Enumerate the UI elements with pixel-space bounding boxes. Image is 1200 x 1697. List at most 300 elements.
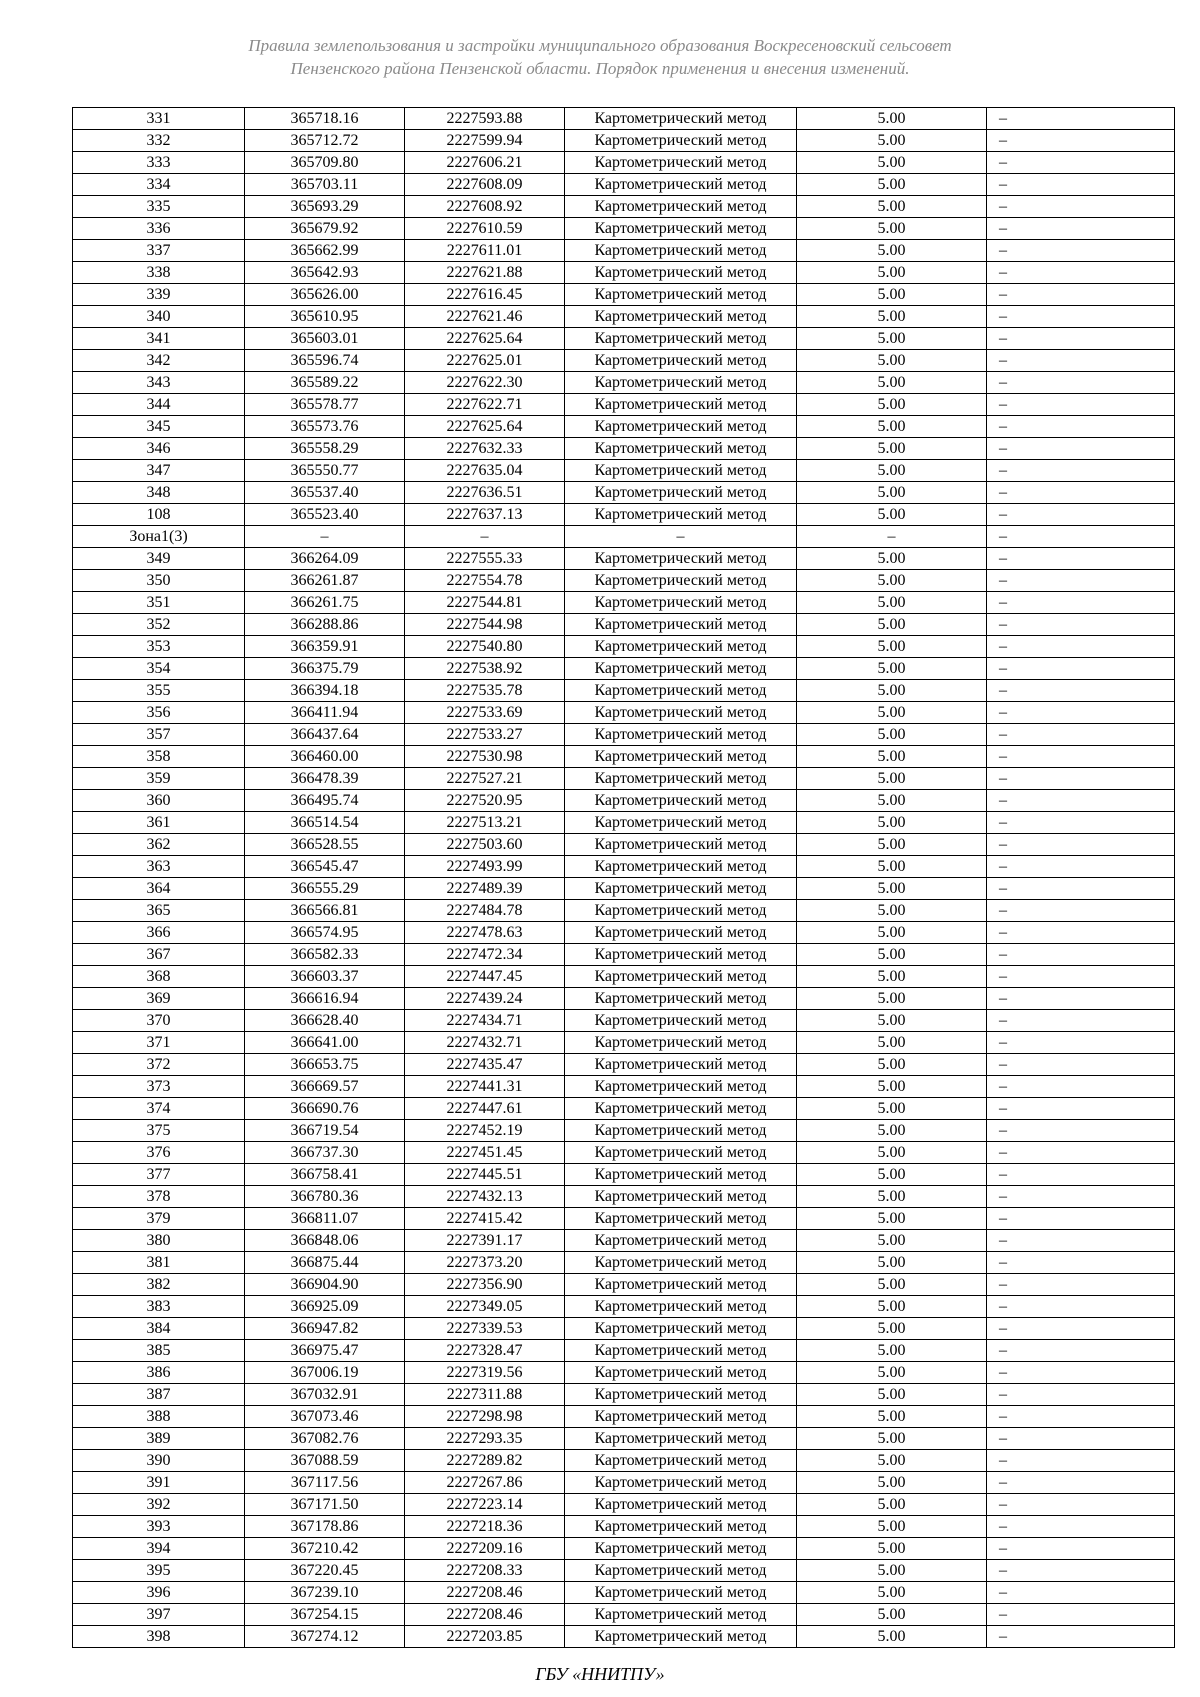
point-number-cell: 372 <box>73 1054 245 1076</box>
method-cell: Картометрический метод <box>565 1406 797 1428</box>
description-cell: – <box>987 1428 1175 1450</box>
point-number-cell: 385 <box>73 1340 245 1362</box>
description-cell: – <box>987 1186 1175 1208</box>
x-coordinate-cell: 365537.40 <box>245 482 405 504</box>
description-cell: – <box>987 1472 1175 1494</box>
description-cell: – <box>987 526 1175 548</box>
method-cell: Картометрический метод <box>565 240 797 262</box>
description-cell: – <box>987 856 1175 878</box>
x-coordinate-cell: 365610.95 <box>245 306 405 328</box>
accuracy-cell: 5.00 <box>797 218 987 240</box>
point-number-cell: 369 <box>73 988 245 1010</box>
description-cell: – <box>987 504 1175 526</box>
y-coordinate-cell: 2227493.99 <box>405 856 565 878</box>
point-number-cell: 360 <box>73 790 245 812</box>
method-cell: Картометрический метод <box>565 174 797 196</box>
description-cell: – <box>987 240 1175 262</box>
table-row <box>73 284 1175 306</box>
description-cell: – <box>987 1142 1175 1164</box>
accuracy-cell: 5.00 <box>797 1340 987 1362</box>
accuracy-cell: 5.00 <box>797 372 987 394</box>
table-row <box>73 1428 1175 1450</box>
table-row <box>73 922 1175 944</box>
y-coordinate-cell: 2227478.63 <box>405 922 565 944</box>
method-cell: Картометрический метод <box>565 1582 797 1604</box>
method-cell: Картометрический метод <box>565 1428 797 1450</box>
point-number-cell: 356 <box>73 702 245 724</box>
table-row <box>73 1450 1175 1472</box>
accuracy-cell: 5.00 <box>797 1450 987 1472</box>
table-row <box>73 1384 1175 1406</box>
method-cell: Картометрический метод <box>565 460 797 482</box>
description-cell: – <box>987 1252 1175 1274</box>
table-row <box>73 1208 1175 1230</box>
accuracy-cell: 5.00 <box>797 1120 987 1142</box>
description-cell: – <box>987 922 1175 944</box>
point-number-cell: 388 <box>73 1406 245 1428</box>
y-coordinate-cell: 2227610.59 <box>405 218 565 240</box>
table-row <box>73 306 1175 328</box>
description-cell: – <box>987 1406 1175 1428</box>
point-number-cell: 392 <box>73 1494 245 1516</box>
description-cell: – <box>987 570 1175 592</box>
x-coordinate-cell: 365578.77 <box>245 394 405 416</box>
table-row <box>73 460 1175 482</box>
accuracy-cell: 5.00 <box>797 680 987 702</box>
accuracy-cell: 5.00 <box>797 130 987 152</box>
x-coordinate-cell: 365523.40 <box>245 504 405 526</box>
point-number-cell: 332 <box>73 130 245 152</box>
table-row <box>73 702 1175 724</box>
y-coordinate-cell: 2227625.64 <box>405 328 565 350</box>
table-row <box>73 130 1175 152</box>
description-cell: – <box>987 966 1175 988</box>
table-row <box>73 592 1175 614</box>
y-coordinate-cell: 2227435.47 <box>405 1054 565 1076</box>
point-number-cell: 364 <box>73 878 245 900</box>
y-coordinate-cell: 2227530.98 <box>405 746 565 768</box>
table-row <box>73 1538 1175 1560</box>
method-cell: Картометрический метод <box>565 416 797 438</box>
table-row <box>73 394 1175 416</box>
description-cell: – <box>987 1340 1175 1362</box>
description-cell: – <box>987 1560 1175 1582</box>
table-row <box>73 1626 1175 1648</box>
table-row <box>73 680 1175 702</box>
x-coordinate-cell: 366411.94 <box>245 702 405 724</box>
accuracy-cell: 5.00 <box>797 1098 987 1120</box>
table-row <box>73 1032 1175 1054</box>
x-coordinate-cell: 365718.16 <box>245 108 405 130</box>
y-coordinate-cell: 2227533.69 <box>405 702 565 724</box>
description-cell: – <box>987 1274 1175 1296</box>
x-coordinate-cell: 366603.37 <box>245 966 405 988</box>
x-coordinate-cell: 366758.41 <box>245 1164 405 1186</box>
description-cell: – <box>987 1296 1175 1318</box>
y-coordinate-cell: 2227484.78 <box>405 900 565 922</box>
x-coordinate-cell: 366925.09 <box>245 1296 405 1318</box>
y-coordinate-cell: 2227218.36 <box>405 1516 565 1538</box>
accuracy-cell: 5.00 <box>797 306 987 328</box>
accuracy-cell: 5.00 <box>797 1516 987 1538</box>
table-row <box>73 1472 1175 1494</box>
method-cell: Картометрический метод <box>565 614 797 636</box>
method-cell: Картометрический метод <box>565 152 797 174</box>
accuracy-cell: 5.00 <box>797 1538 987 1560</box>
table-row <box>73 944 1175 966</box>
x-coordinate-cell: 365642.93 <box>245 262 405 284</box>
x-coordinate-cell: 365589.22 <box>245 372 405 394</box>
accuracy-cell: 5.00 <box>797 1274 987 1296</box>
table-row <box>73 878 1175 900</box>
description-cell: – <box>987 724 1175 746</box>
y-coordinate-cell: 2227606.21 <box>405 152 565 174</box>
table-row <box>73 240 1175 262</box>
x-coordinate-cell: 367178.86 <box>245 1516 405 1538</box>
x-coordinate-cell: 367254.15 <box>245 1604 405 1626</box>
point-number-cell: 337 <box>73 240 245 262</box>
y-coordinate-cell: 2227432.71 <box>405 1032 565 1054</box>
description-cell: – <box>987 174 1175 196</box>
x-coordinate-cell: 367210.42 <box>245 1538 405 1560</box>
accuracy-cell: 5.00 <box>797 570 987 592</box>
point-number-cell: 341 <box>73 328 245 350</box>
point-number-cell: 393 <box>73 1516 245 1538</box>
point-number-cell: 331 <box>73 108 245 130</box>
description-cell: – <box>987 834 1175 856</box>
description-cell: – <box>987 482 1175 504</box>
description-cell: – <box>987 350 1175 372</box>
description-cell: – <box>987 944 1175 966</box>
accuracy-cell: 5.00 <box>797 1626 987 1648</box>
table-row <box>73 1274 1175 1296</box>
description-cell: – <box>987 1098 1175 1120</box>
method-cell: Картометрический метод <box>565 1318 797 1340</box>
y-coordinate-cell: 2227555.33 <box>405 548 565 570</box>
table-row <box>73 262 1175 284</box>
accuracy-cell: 5.00 <box>797 592 987 614</box>
method-cell: Картометрический метод <box>565 790 797 812</box>
point-number-cell: 338 <box>73 262 245 284</box>
point-number-cell: 335 <box>73 196 245 218</box>
method-cell: Картометрический метод <box>565 1274 797 1296</box>
accuracy-cell: 5.00 <box>797 1230 987 1252</box>
description-cell: – <box>987 372 1175 394</box>
y-coordinate-cell: 2227441.31 <box>405 1076 565 1098</box>
y-coordinate-cell: 2227533.27 <box>405 724 565 746</box>
x-coordinate-cell: 367073.46 <box>245 1406 405 1428</box>
accuracy-cell: 5.00 <box>797 658 987 680</box>
method-cell: Картометрический метод <box>565 592 797 614</box>
accuracy-cell: 5.00 <box>797 1010 987 1032</box>
description-cell: – <box>987 1164 1175 1186</box>
accuracy-cell: 5.00 <box>797 284 987 306</box>
table-row <box>73 966 1175 988</box>
y-coordinate-cell: 2227208.46 <box>405 1604 565 1626</box>
table-row <box>73 1142 1175 1164</box>
table-row <box>73 812 1175 834</box>
description-cell: – <box>987 306 1175 328</box>
accuracy-cell: 5.00 <box>797 262 987 284</box>
y-coordinate-cell: 2227593.88 <box>405 108 565 130</box>
table-row <box>73 218 1175 240</box>
point-number-cell: 384 <box>73 1318 245 1340</box>
method-cell: Картометрический метод <box>565 1296 797 1318</box>
description-cell: – <box>987 1208 1175 1230</box>
accuracy-cell: 5.00 <box>797 790 987 812</box>
accuracy-cell: 5.00 <box>797 504 987 526</box>
x-coordinate-cell: 365550.77 <box>245 460 405 482</box>
point-number-cell: 367 <box>73 944 245 966</box>
description-cell: – <box>987 1120 1175 1142</box>
y-coordinate-cell: 2227503.60 <box>405 834 565 856</box>
point-number-cell: 375 <box>73 1120 245 1142</box>
table-row <box>73 482 1175 504</box>
y-coordinate-cell: 2227544.81 <box>405 592 565 614</box>
x-coordinate-cell: 367088.59 <box>245 1450 405 1472</box>
table-row <box>73 196 1175 218</box>
x-coordinate-cell: 366669.57 <box>245 1076 405 1098</box>
table-row <box>73 1318 1175 1340</box>
description-cell: – <box>987 1384 1175 1406</box>
point-number-cell: 365 <box>73 900 245 922</box>
description-cell: – <box>987 328 1175 350</box>
x-coordinate-cell: 366478.39 <box>245 768 405 790</box>
description-cell: – <box>987 548 1175 570</box>
method-cell: Картометрический метод <box>565 1142 797 1164</box>
y-coordinate-cell: 2227635.04 <box>405 460 565 482</box>
table-row <box>73 1252 1175 1274</box>
point-number-cell: 357 <box>73 724 245 746</box>
x-coordinate-cell: 366875.44 <box>245 1252 405 1274</box>
x-coordinate-cell: 365703.11 <box>245 174 405 196</box>
point-number-cell: 376 <box>73 1142 245 1164</box>
method-cell: Картометрический метод <box>565 988 797 1010</box>
y-coordinate-cell: 2227298.98 <box>405 1406 565 1428</box>
description-cell: – <box>987 702 1175 724</box>
point-number-cell: 350 <box>73 570 245 592</box>
x-coordinate-cell: 365712.72 <box>245 130 405 152</box>
point-number-cell: 363 <box>73 856 245 878</box>
accuracy-cell: 5.00 <box>797 394 987 416</box>
table-row <box>73 1296 1175 1318</box>
x-coordinate-cell: 366359.91 <box>245 636 405 658</box>
point-number-cell: 358 <box>73 746 245 768</box>
point-number-cell: 371 <box>73 1032 245 1054</box>
point-number-cell: 344 <box>73 394 245 416</box>
y-coordinate-cell: 2227339.53 <box>405 1318 565 1340</box>
y-coordinate-cell: 2227356.90 <box>405 1274 565 1296</box>
table-row <box>73 1120 1175 1142</box>
accuracy-cell: 5.00 <box>797 856 987 878</box>
y-coordinate-cell: 2227625.01 <box>405 350 565 372</box>
x-coordinate-cell: 366514.54 <box>245 812 405 834</box>
description-cell: – <box>987 1032 1175 1054</box>
method-cell: Картометрический метод <box>565 1340 797 1362</box>
table-row <box>73 614 1175 636</box>
x-coordinate-cell: 366375.79 <box>245 658 405 680</box>
y-coordinate-cell: 2227434.71 <box>405 1010 565 1032</box>
method-cell: – <box>565 526 797 548</box>
table-row <box>73 174 1175 196</box>
accuracy-cell: 5.00 <box>797 1164 987 1186</box>
method-cell: Картометрический метод <box>565 1230 797 1252</box>
method-cell: Картометрический метод <box>565 856 797 878</box>
method-cell: Картометрический метод <box>565 1450 797 1472</box>
table-row <box>73 152 1175 174</box>
x-coordinate-cell: 366264.09 <box>245 548 405 570</box>
point-number-cell: 351 <box>73 592 245 614</box>
method-cell: Картометрический метод <box>565 262 797 284</box>
method-cell: Картометрический метод <box>565 130 797 152</box>
accuracy-cell: 5.00 <box>797 438 987 460</box>
table-row <box>73 658 1175 680</box>
table-row <box>73 636 1175 658</box>
x-coordinate-cell: 366495.74 <box>245 790 405 812</box>
y-coordinate-cell: 2227535.78 <box>405 680 565 702</box>
y-coordinate-cell: 2227527.21 <box>405 768 565 790</box>
method-cell: Картометрический метод <box>565 746 797 768</box>
method-cell: Картометрический метод <box>565 1164 797 1186</box>
x-coordinate-cell: 367032.91 <box>245 1384 405 1406</box>
accuracy-cell: 5.00 <box>797 966 987 988</box>
x-coordinate-cell: 367239.10 <box>245 1582 405 1604</box>
y-coordinate-cell: 2227632.33 <box>405 438 565 460</box>
y-coordinate-cell: 2227472.34 <box>405 944 565 966</box>
accuracy-cell: 5.00 <box>797 944 987 966</box>
method-cell: Картометрический метод <box>565 1538 797 1560</box>
description-cell: – <box>987 878 1175 900</box>
description-cell: – <box>987 1318 1175 1340</box>
accuracy-cell: 5.00 <box>797 174 987 196</box>
method-cell: Картометрический метод <box>565 1362 797 1384</box>
y-coordinate-cell: 2227328.47 <box>405 1340 565 1362</box>
point-number-cell: 382 <box>73 1274 245 1296</box>
y-coordinate-cell: 2227625.64 <box>405 416 565 438</box>
point-number-cell: 383 <box>73 1296 245 1318</box>
y-coordinate-cell: 2227439.24 <box>405 988 565 1010</box>
description-cell: – <box>987 680 1175 702</box>
table-row <box>73 328 1175 350</box>
accuracy-cell: 5.00 <box>797 1318 987 1340</box>
x-coordinate-cell: 367082.76 <box>245 1428 405 1450</box>
y-coordinate-cell: 2227611.01 <box>405 240 565 262</box>
y-coordinate-cell: 2227209.16 <box>405 1538 565 1560</box>
y-coordinate-cell: 2227544.98 <box>405 614 565 636</box>
point-number-cell: 398 <box>73 1626 245 1648</box>
accuracy-cell: 5.00 <box>797 328 987 350</box>
table-row <box>73 438 1175 460</box>
method-cell: Картометрический метод <box>565 944 797 966</box>
point-number-cell: 336 <box>73 218 245 240</box>
point-number-cell: 394 <box>73 1538 245 1560</box>
accuracy-cell: 5.00 <box>797 152 987 174</box>
accuracy-cell: 5.00 <box>797 724 987 746</box>
x-coordinate-cell: 366437.64 <box>245 724 405 746</box>
y-coordinate-cell: 2227489.39 <box>405 878 565 900</box>
description-cell: – <box>987 592 1175 614</box>
method-cell: Картометрический метод <box>565 680 797 702</box>
point-number-cell: 396 <box>73 1582 245 1604</box>
method-cell: Картометрический метод <box>565 966 797 988</box>
method-cell: Картометрический метод <box>565 570 797 592</box>
table-row <box>73 1054 1175 1076</box>
point-number-cell: 389 <box>73 1428 245 1450</box>
method-cell: Картометрический метод <box>565 812 797 834</box>
accuracy-cell: 5.00 <box>797 1582 987 1604</box>
page-footer: ГБУ «ННИТПУ» <box>535 1664 665 1684</box>
description-cell: – <box>987 1076 1175 1098</box>
header-line-1: Правила землепользования и застройки муниципального образования Воскресеновский сельсовет <box>248 36 952 55</box>
point-number-cell: 362 <box>73 834 245 856</box>
x-coordinate-cell: 366574.95 <box>245 922 405 944</box>
method-cell: Картометрический метод <box>565 1010 797 1032</box>
accuracy-cell: 5.00 <box>797 834 987 856</box>
point-number-cell: Зона1(3) <box>73 526 245 548</box>
description-cell: – <box>987 1538 1175 1560</box>
description-cell: – <box>987 130 1175 152</box>
description-cell: – <box>987 1494 1175 1516</box>
table-row <box>73 1516 1175 1538</box>
method-cell: Картометрический метод <box>565 1626 797 1648</box>
table-row <box>73 108 1175 130</box>
description-cell: – <box>987 1230 1175 1252</box>
y-coordinate-cell: 2227616.45 <box>405 284 565 306</box>
point-number-cell: 380 <box>73 1230 245 1252</box>
method-cell: Картометрический метод <box>565 548 797 570</box>
x-coordinate-cell: 365596.74 <box>245 350 405 372</box>
method-cell: Картометрический метод <box>565 1560 797 1582</box>
description-cell: – <box>987 768 1175 790</box>
y-coordinate-cell: 2227432.13 <box>405 1186 565 1208</box>
method-cell: Картометрический метод <box>565 1186 797 1208</box>
method-cell: Картометрический метод <box>565 1516 797 1538</box>
point-number-cell: 334 <box>73 174 245 196</box>
accuracy-cell: 5.00 <box>797 900 987 922</box>
y-coordinate-cell: 2227267.86 <box>405 1472 565 1494</box>
accuracy-cell: 5.00 <box>797 1560 987 1582</box>
accuracy-cell: 5.00 <box>797 1032 987 1054</box>
accuracy-cell: 5.00 <box>797 614 987 636</box>
y-coordinate-cell: 2227447.45 <box>405 966 565 988</box>
y-coordinate-cell: 2227208.33 <box>405 1560 565 1582</box>
accuracy-cell: 5.00 <box>797 636 987 658</box>
y-coordinate-cell: 2227538.92 <box>405 658 565 680</box>
y-coordinate-cell: 2227391.17 <box>405 1230 565 1252</box>
x-coordinate-cell: 366690.76 <box>245 1098 405 1120</box>
accuracy-cell: 5.00 <box>797 482 987 504</box>
page-header <box>0 34 1200 80</box>
description-cell: – <box>987 746 1175 768</box>
method-cell: Картометрический метод <box>565 1472 797 1494</box>
point-number-cell: 379 <box>73 1208 245 1230</box>
accuracy-cell: 5.00 <box>797 460 987 482</box>
description-cell: – <box>987 636 1175 658</box>
point-number-cell: 381 <box>73 1252 245 1274</box>
x-coordinate-cell: 366288.86 <box>245 614 405 636</box>
accuracy-cell: 5.00 <box>797 878 987 900</box>
description-cell: – <box>987 1626 1175 1648</box>
method-cell: Картометрический метод <box>565 284 797 306</box>
accuracy-cell: 5.00 <box>797 1142 987 1164</box>
table-row <box>73 746 1175 768</box>
point-number-cell: 349 <box>73 548 245 570</box>
method-cell: Картометрический метод <box>565 438 797 460</box>
table-row <box>73 1164 1175 1186</box>
table-row <box>73 1362 1175 1384</box>
x-coordinate-cell: 366528.55 <box>245 834 405 856</box>
x-coordinate-cell: 366566.81 <box>245 900 405 922</box>
